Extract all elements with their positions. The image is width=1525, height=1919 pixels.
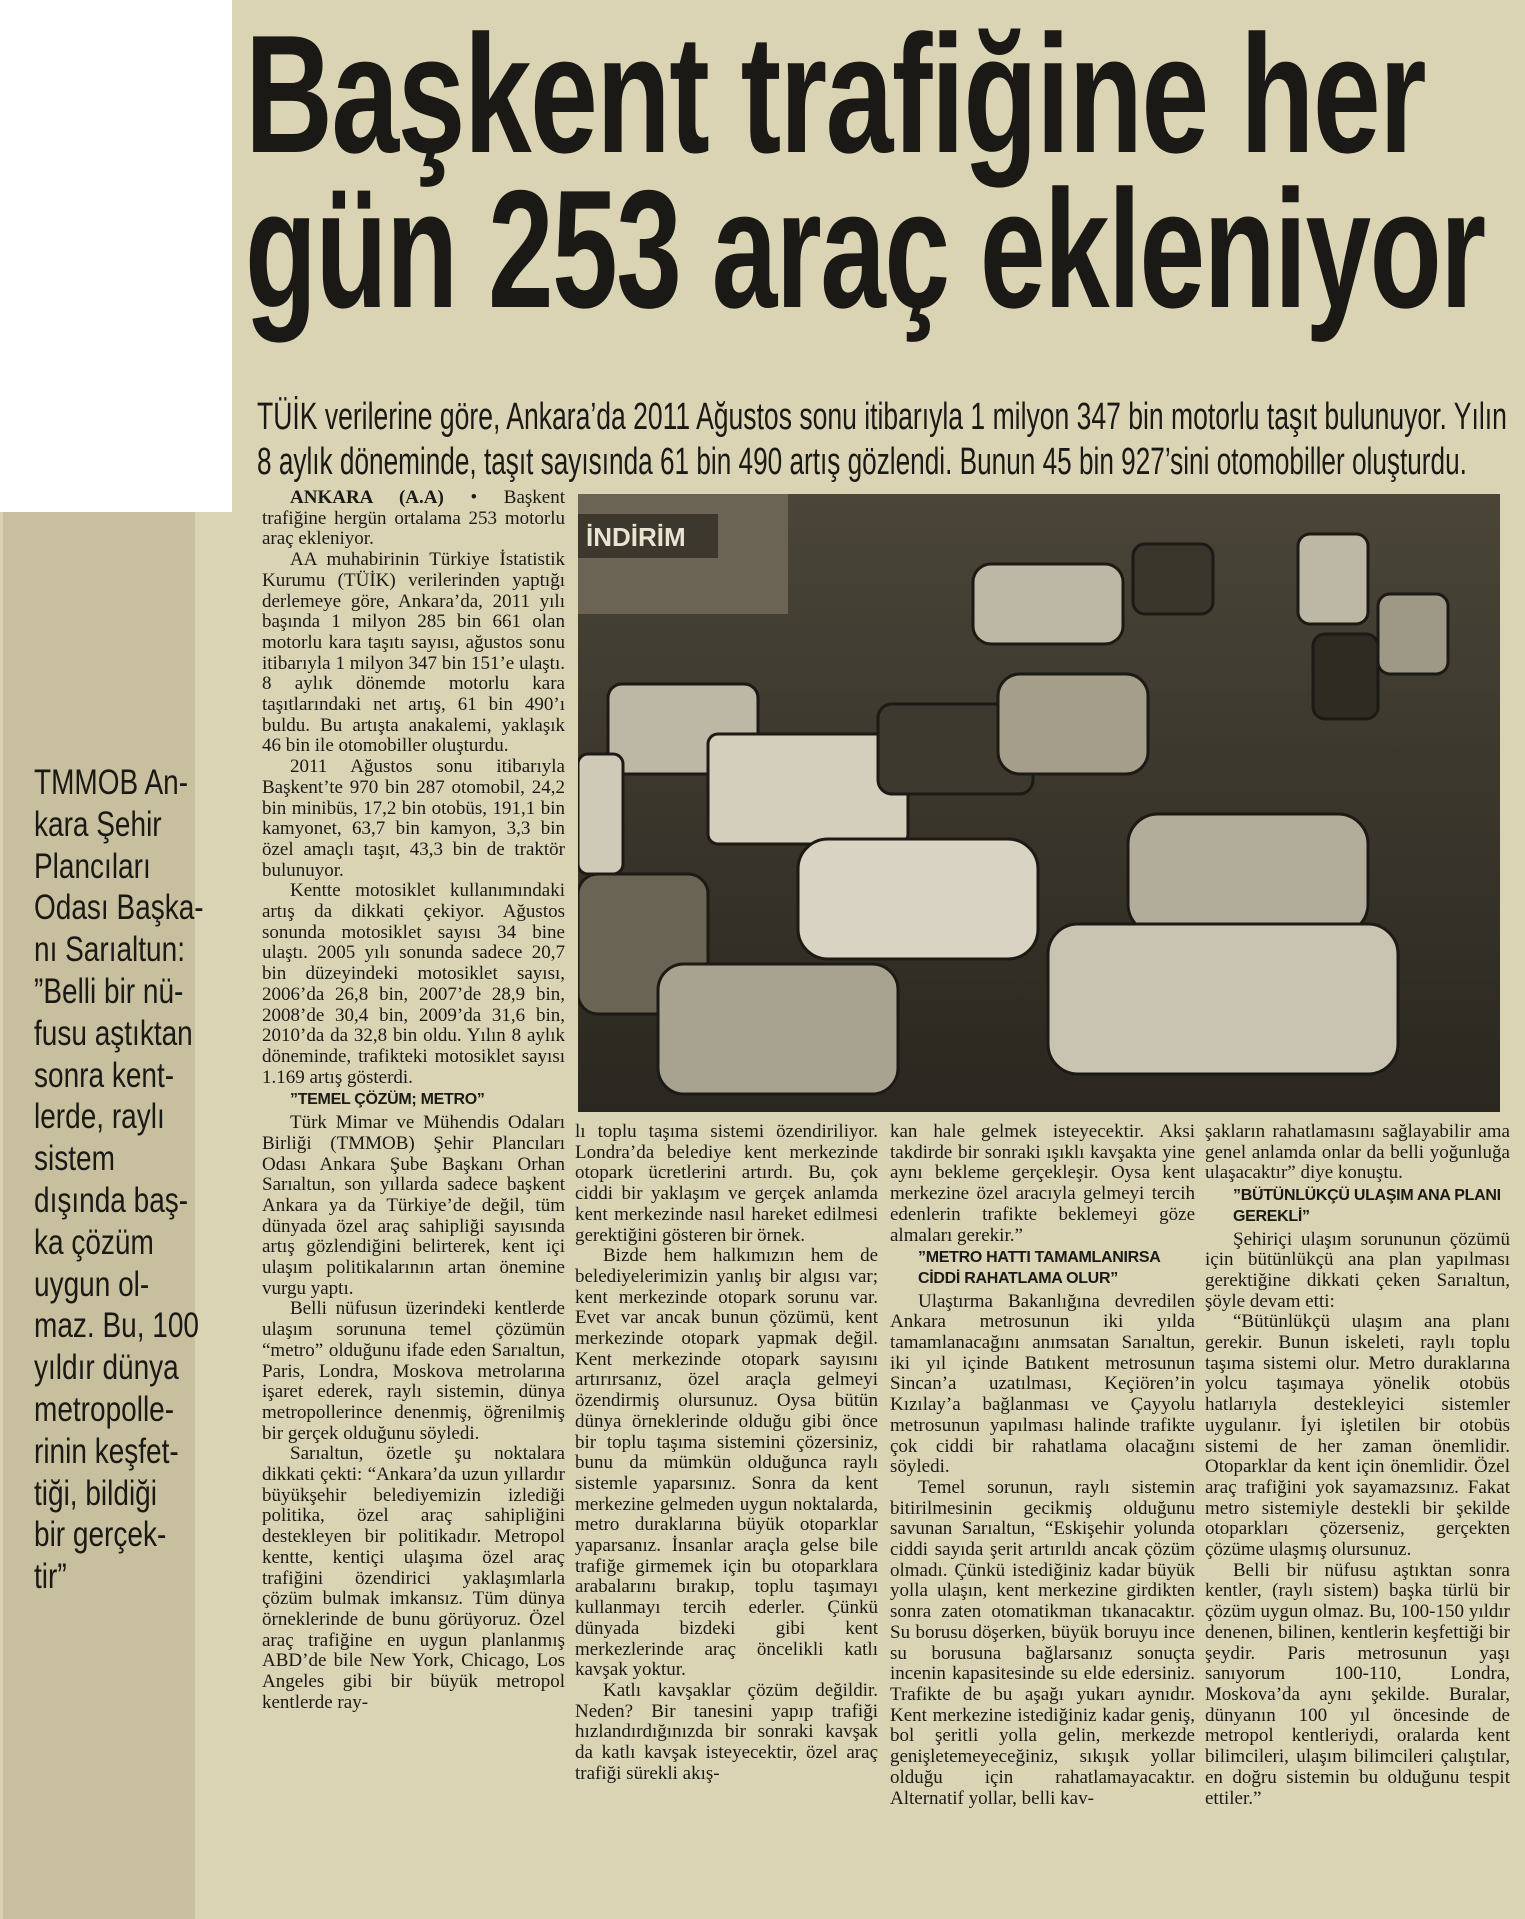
- pull-quote-line: lerde, raylı: [34, 1097, 165, 1137]
- article-column-4: [1205, 1122, 1510, 1809]
- article-column-3: [890, 1122, 1195, 1809]
- vehicle: [1378, 594, 1448, 674]
- paragraph: Ulaştırma Bakanlığına devredilen Ankara metrosunun iki yılda tamamlanacağını anımsatan Sarıaltun, iki yıl içinde Batıkent metrosunun Sincan’a uzatılması, Keçiören’in Kızılay’a bağlanması ve Çayyolu metrosunun yapılması halinde trafikte çok ciddi bir rahatlama olacağını söyledi.: [890, 1290, 1195, 1478]
- blank-margin: [0, 0, 232, 512]
- vehicle: [578, 754, 623, 874]
- pull-quote-line: ”Belli bir nü-: [34, 971, 184, 1011]
- pull-quote-line: dışında baş-: [34, 1180, 189, 1220]
- vehicle: [1133, 544, 1213, 614]
- paragraph: Bizde hem halkımızın hem de belediyelerimizin yanlış bir algısı var; kent merkezinde otopark sorunu var. Evet var ancak bunun çözümü, kent merkezinde otopark yapmak değil. Kent merkezinde otopark sayısını artırırsanız, özel araçla gelmeyi özendirmiş olursunuz. Oysa bütün dünya örneklerinde olduğu gibi önce bir toplu taşıma sistemini çözersiniz, bunu da mümkün olduğunca raylı sistemle yaparsınız. Sonra da kent merkezine gelmeden uygun noktalarda, metro duraklarına büyük otoparklar yaparsanız. İnsanlar araçla gelse bile trafiğe girmemek için bu otoparklara arabalarını bırakıp, toplu taşımayı kullanmayı tercih ederler. Çünkü dünyada bizdeki gibi kent merkezlerinde araç öncelikli katlı kavşak yoktur.: [575, 1245, 878, 1681]
- paragraph: AA muhabirinin Türkiye İstatistik Kurumu (TÜİK) verilerinden yaptığı derlemeye göre, Ankara’da, 2011 yılı başında 1 milyon 285 bin 661 olan motorlu kara taşıtı sayısı, ağustos sonu itibarıyla 1 milyon 347 bin 151’e ulaştı. 8 aylık dönemde motorlu kara taşıtlarındaki net artış, 61 bin 490’ı buldu. Bu artışta anakalemi, yaklaşık 46 bin ile otomobiller oluşturdu.: [262, 549, 565, 757]
- pull-quote-line: uygun ol-: [34, 1264, 150, 1304]
- paragraph: “Bütünlükçü ulaşım ana planı gerekir. Bunun iskeleti, raylı toplu taşıma sistemi olur. Metro duraklarına yolcu taşımaya yönelik otobüs hatlarıyla destekleyici sistemler uygulanır. İyi işletilen bir otobüs sistemi de her zaman önemlidir. Otoparklar da kent için önemlidir. Özel araç trafiğini yok sayamazsınız. Fakat metro sistemiyle destekli bir şekilde otoparkları çözerseniz, gerçekten çözüme ulaşmış olursunuz.: [1205, 1311, 1510, 1561]
- pull-quote-line: TMMOB An-: [34, 763, 189, 802]
- van: [658, 964, 898, 1094]
- paragraph: Belli nüfusun üzerindeki kentlerde ulaşım sorununa temel çözümün “metro” olduğunu ifade eden Sarıaltun, Paris, Londra, Moskova metrolarına işaret ederek, raylı sistemin, dünya metropollerince denenmiş, öğrenilmiş bir gerçek olduğunu söyledi.: [262, 1298, 565, 1444]
- lead-text: • Başkent trafiğine hergün ortalama 253 motorlu araç ekleniyor.: [262, 487, 565, 550]
- sign-text: İNDİRİM: [586, 522, 686, 552]
- paragraph: Belli bir nüfusu aştıktan sonra kentler, (raylı sistem) başka türlü bir çözüm uygun olmaz. Bu, 100-150 yıldır denenen, bilinen, kentlerin keşfettiği bir şeydir. Paris metrosunun yaşı sanıyorum 100-110, Londra, Moskova’da aynı şekilde. Buralar, dünyanın 100 yıl öncesinde de metropol kentleriydi, oralarda kent bilimcileri, ulaşım bilimcileri çalıştılar, en doğru sistemin bu olduğunu tespit ettiler.”: [1205, 1559, 1510, 1809]
- paragraph: Katlı kavşaklar çözüm değildir. Neden? Bir tanesini yapıp trafiği hızlandırdığınızda bir sonraki kavşak da katlı kavşak isteyecektir, özel araç trafiği sürekli akış-: [575, 1679, 878, 1784]
- pull-quote-line: Odası Başka-: [34, 888, 204, 928]
- vehicle: [998, 674, 1148, 774]
- pull-quote-line: yıldır dünya: [34, 1348, 179, 1388]
- subheading: ”TEMEL ÇÖZÜM; METRO”: [290, 1091, 485, 1109]
- vehicle: [1298, 534, 1368, 624]
- paragraph: kan hale gelmek isteyecektir. Aksi takdirde bir sonraki ışıklı kavşakta yine aynı bekleme gerçekleşir. Oysa kent merkezine özel aracıyla gelmeyi tercih edenlerin trafikte beklemeyi göze almaları gerekir.”: [890, 1121, 1195, 1246]
- vehicle: [973, 564, 1123, 644]
- subtitle-line-2: 8 aylık döneminde, taşıt sayısında 61 bin 490 artış gözlendi. Bunun 45 bin 927’sini otomobiller oluşturdu.: [257, 441, 1467, 483]
- pull-quote-line: metropolle-: [34, 1389, 175, 1429]
- pull-quote-line: ka çözüm: [34, 1222, 154, 1262]
- subheading: ”METRO HATTI TAMAMLANIRSA CİDDİ RAHATLAMA OLUR”: [918, 1249, 1160, 1287]
- pull-quote-line: tir”: [34, 1557, 67, 1597]
- pull-quote: [34, 762, 204, 1598]
- paragraph: lı toplu taşıma sistemi özendiriliyor. Londra’da belediye kent merkezinde otopark ücretlerini artırdı. Bu, çok ciddi bir yaklaşım ve gerçek anlamda kent merkezinde nasıl hareket edilmesi gerektiğini gösteren bir örnek.: [575, 1121, 878, 1246]
- lead-paragraph: [262, 488, 565, 550]
- paragraph: Türk Mimar ve Mühendis Odaları Birliği (TMMOB) Şehir Plancıları Odası Ankara Şube Başkanı Orhan Sarıaltun, son yıllarda sadece başkent Ankara ya da Türkiye’de değil, tüm dünyada özel araç sahipliği sayısında artış gözlendiğini belirterek, kent içi ulaşım politikalarının artan önemine vurgu yaptı.: [262, 1112, 565, 1299]
- minivan: [1048, 924, 1398, 1074]
- pull-quote-line: maz. Bu, 100: [34, 1306, 199, 1346]
- paragraph: şakların rahatlamasını sağlayabilir ama genel anlamda onlar da belli yoğunluğa ulaşacaktır” diye konuştu.: [1205, 1121, 1510, 1184]
- minivan: [798, 839, 1038, 959]
- pull-quote-line: kara Şehir: [34, 804, 162, 844]
- headline-line-1: Başkent trafiğine her: [245, 0, 1426, 188]
- paragraph: Sarıaltun, özetle şu noktalara dikkati çekti: “Ankara’da uzun yıllardır büyükşehir belediyemizin izlediği politika, özel araç sahipliğini destekleyen bir politikadır. Metropol kentte, kentiçi ulaşıma özel araç trafiğini özendirici yaklaşımlarla çözüm bulmak imkansız. Tüm dünya örneklerinde de bunu görüyoruz. Özel araç trafiğine en uygun planlanmış ABD’de bile New York, Chicago, Los Angeles gibi bir büyük metropol kentlerde ray-: [262, 1443, 565, 1713]
- dateline: ANKARA (A.A): [290, 487, 444, 508]
- pull-quote-line: rinin keşfet-: [34, 1431, 179, 1471]
- traffic-photo: [578, 494, 1500, 1112]
- pull-quote-line: bir gerçek-: [34, 1515, 167, 1555]
- article-column-1: [262, 488, 565, 1713]
- subheading: ”BÜTÜNLÜKÇÜ ULAŞIM ANA PLANI GEREKLİ”: [1233, 1187, 1501, 1225]
- paragraph: Temel sorunun, raylı sistemin bitirilmesinin gecikmiş olduğunu savunan Sarıaltun, “Eskişehir yolunda ciddi sayıda şerit artırıldı ancak çözüm olmadı. Çünkü istediğiniz kadar büyük yolla ulaşın, kent merkezine girdikten sonra zaten otomatikman tıkanacaktır. Su borusu döşerken, büyük boruyu ince su borusuna bağlarsanız sonuçta incenin kapasitesinde su elde edersiniz. Trafikte de bu aşağı yukarı aynıdır. Kent merkezine istediğiniz kadar geniş, bol şeritli yolla gelin, merkezde genişletemeyeceğiniz, sıkışık yollar olduğu için rahatlamayacaktır. Alternatif yollar, belli kav-: [890, 1476, 1195, 1809]
- subtitle-line-1: TÜİK verilerine göre, Ankara’da 2011 Ağustos sonu itibarıyla 1 milyon 347 bin motorlu taşıt bulunuyor. Yılın: [257, 396, 1507, 438]
- paragraph: Şehiriçi ulaşım sorununun çözümü için bütünlükçü ana plan yapılması gerektiğine dikkati çeken Sarıaltun, şöyle devam etti:: [1205, 1228, 1510, 1312]
- paragraph: Kentte motosiklet kullanımındaki artış da dikkati çekiyor. Ağustos sonunda motosiklet sayısı 34 bine ulaştı. 2005 yılı sonunda sadece 20,7 bin düzeyindeki motosiklet sayısı, 2006’da 26,8 bin, 2007’de 28,9 bin, 2008’de 30,4 bin, 2009’da 31,6 bin, 2010’da da 32,8 bin oldu. Yılın 8 aylık döneminde, trafikteki motosiklet sayısı 1.169 artış gösterdi.: [262, 880, 565, 1088]
- pull-quote-line: nı Sarıaltun:: [34, 930, 185, 970]
- pull-quote-line: Plancıları: [34, 846, 151, 886]
- vehicle: [1313, 634, 1378, 719]
- article-column-2: [575, 1122, 878, 1785]
- pull-quote-line: sonra kent-: [34, 1055, 175, 1095]
- paragraph: 2011 Ağustos sonu itibarıyla Başkent’te 970 bin 287 otomobil, 24,2 bin minibüs, 17,2 bin otobüs, 191,1 bin kamyonet, 63,7 bin kamyon, 3,3 bin özel amaçlı taşıt, 43,3 bin de traktör bulunuyor.: [262, 756, 565, 881]
- minivan: [1128, 814, 1368, 934]
- pull-quote-line: fusu aştıktan: [34, 1013, 193, 1053]
- pull-quote-line: sistem: [34, 1139, 115, 1179]
- headline-line-2: gün 253 araç ekleniyor: [245, 155, 1485, 343]
- pull-quote-line: tiği, bildiği: [34, 1473, 157, 1513]
